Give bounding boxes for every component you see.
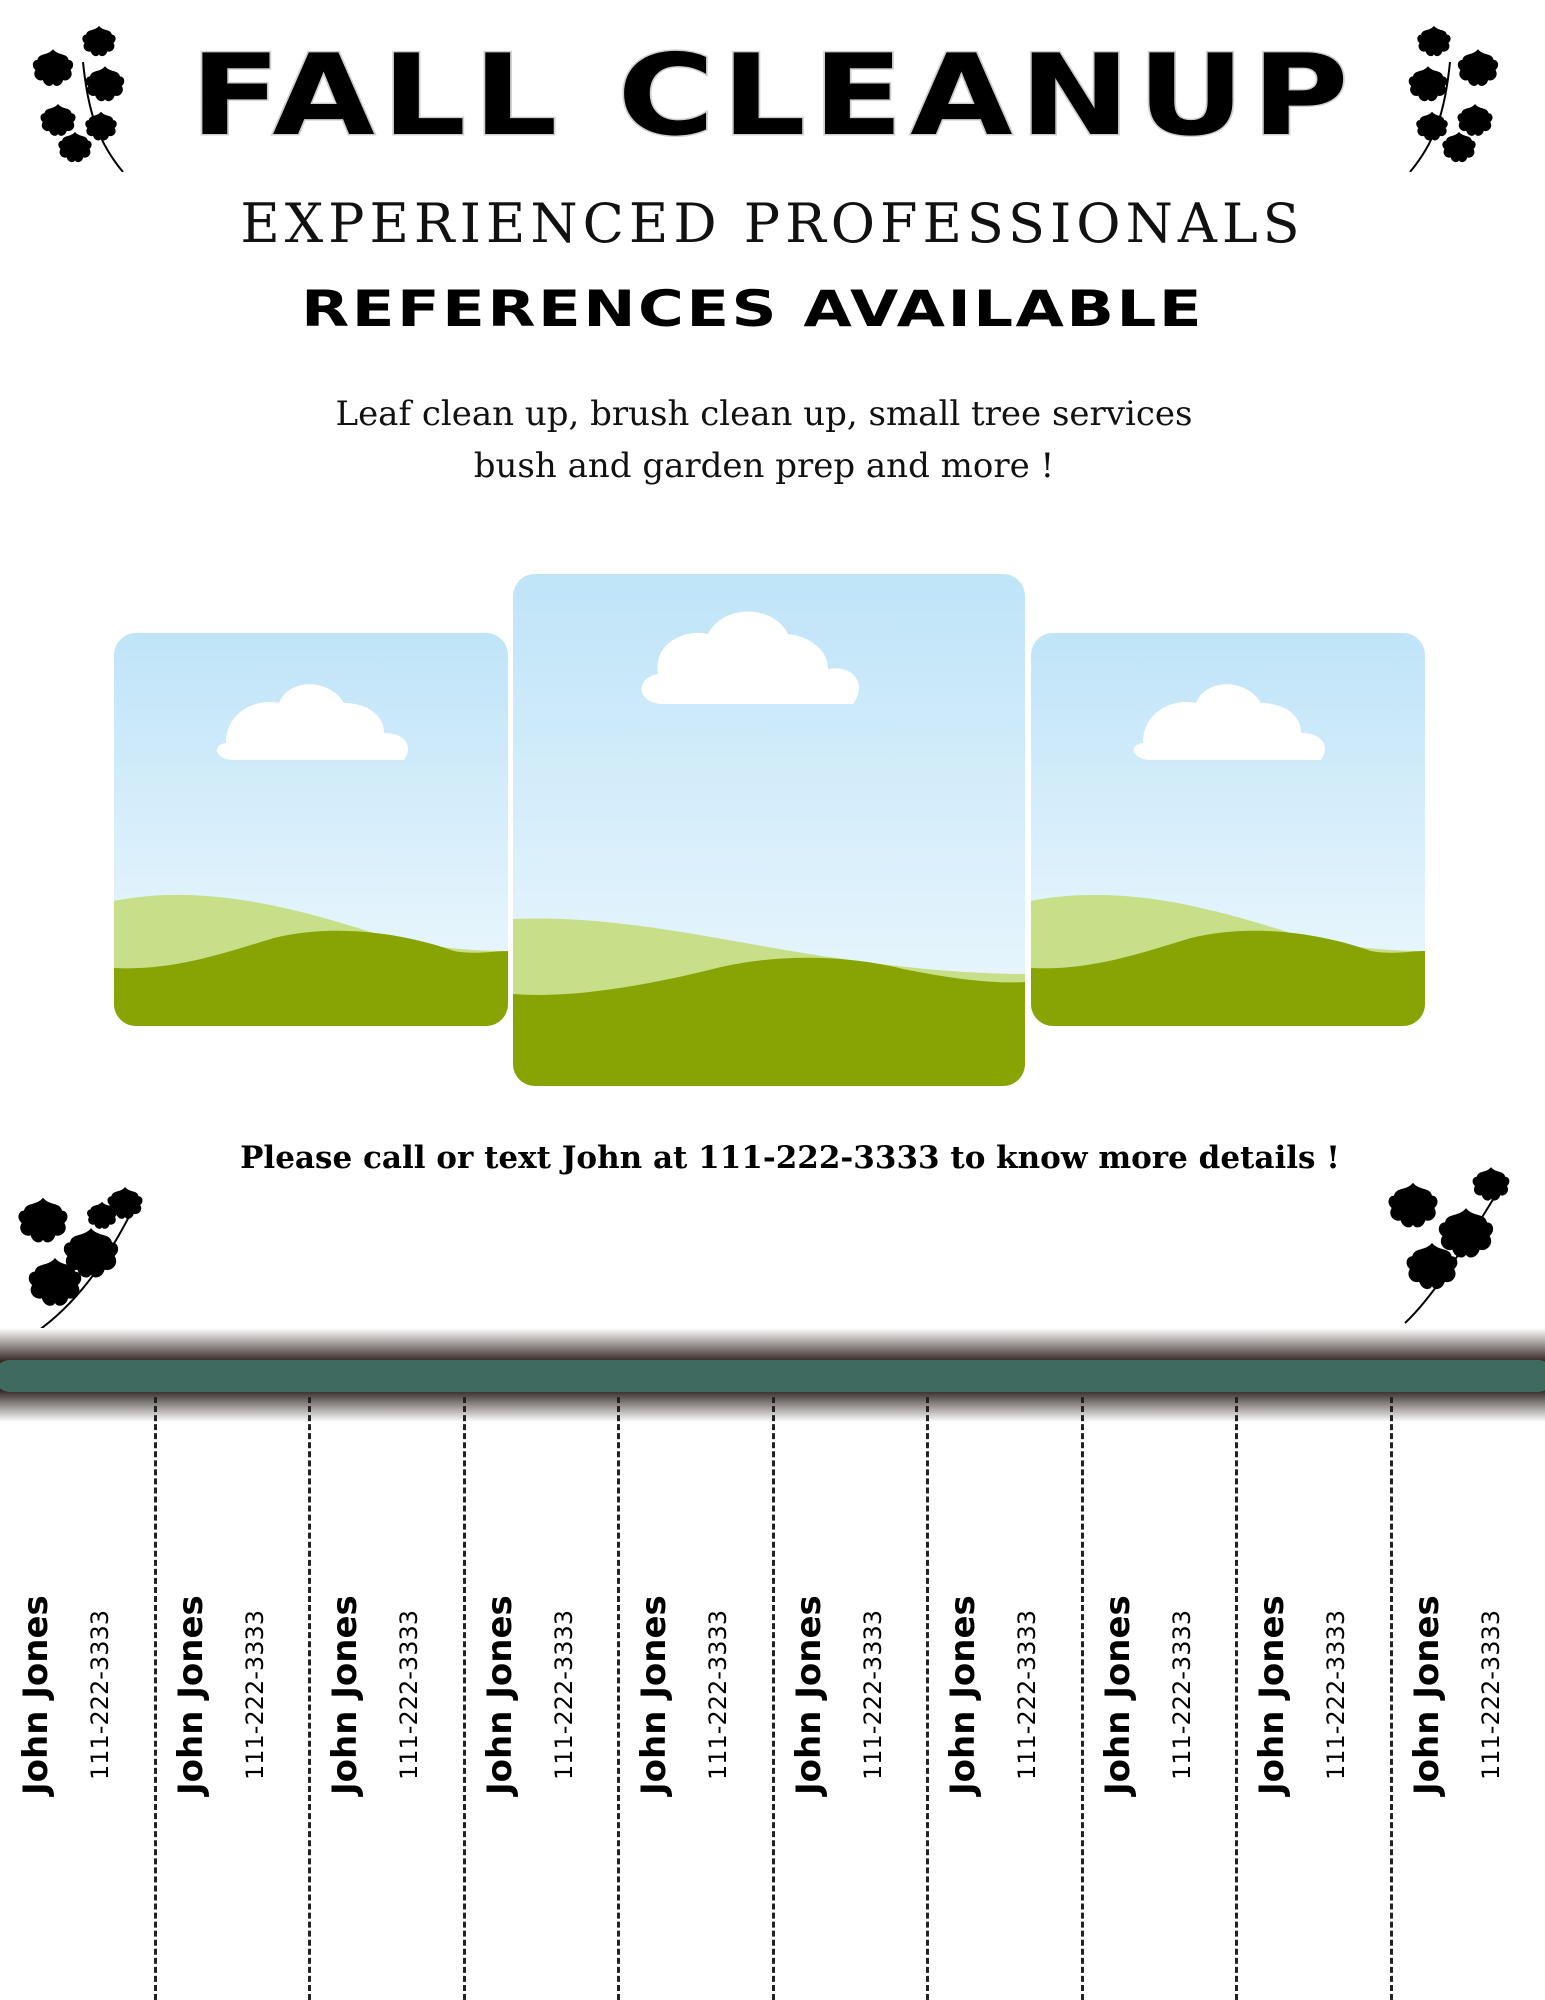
tab-contact-name: John Jones	[943, 1595, 983, 1795]
tab-divider	[154, 1397, 157, 2000]
tab-contact-name: John Jones	[170, 1595, 211, 1795]
tab-contact-phone: 111-222-3333	[704, 1609, 732, 1780]
tab-divider	[926, 1397, 929, 2000]
landscape-placeholder-icon	[114, 633, 508, 1026]
tab-contact-phone: 111-222-3333	[86, 1609, 114, 1780]
page-title: FALL CLEANUP	[190, 31, 1356, 161]
tab-divider	[463, 1397, 466, 2000]
description-line: Leaf clean up, brush clean up, small tree services	[335, 394, 1193, 434]
tab-contact-name: John Jones	[634, 1595, 674, 1795]
subtitle: EXPERIENCED PROFESSIONALS	[240, 192, 1305, 255]
tear-off-tab[interactable]	[618, 1395, 773, 2000]
tab-contact-name: John Jones	[325, 1595, 365, 1795]
ivy-leaf-icon	[15, 1185, 150, 1335]
tab-contact-name: John Jones	[1252, 1595, 1292, 1795]
tab-divider	[308, 1397, 311, 2000]
landscape-placeholder-left	[114, 633, 508, 1026]
tab-contact-phone: 111-222-3333	[1167, 1609, 1196, 1780]
tab-divider	[617, 1397, 620, 2000]
tab-contact-phone: 111-222-3333	[858, 1609, 887, 1780]
description-line: bush and garden prep and more !	[473, 446, 1055, 486]
tab-divider	[1081, 1397, 1084, 2000]
tear-off-tab[interactable]	[464, 1395, 619, 2000]
tab-contact-name: John Jones	[479, 1595, 520, 1795]
tab-divider	[772, 1397, 775, 2000]
ivy-leaf-icon	[1385, 1165, 1520, 1325]
tab-contact-phone: 111-222-3333	[549, 1609, 578, 1780]
tear-off-tab[interactable]	[155, 1395, 310, 2000]
tear-off-tab[interactable]	[927, 1395, 1082, 2000]
landscape-placeholder-center	[513, 574, 1025, 1086]
tab-contact-name: John Jones	[1406, 1595, 1447, 1795]
tear-off-tab[interactable]	[773, 1395, 928, 2000]
tab-contact-phone: 111-222-3333	[1013, 1609, 1041, 1780]
references-heading: REFERENCES AVAILABLE	[301, 280, 1205, 338]
service-description	[0, 388, 1528, 492]
tab-contact-name: John Jones	[788, 1595, 829, 1795]
tab-divider	[1390, 1397, 1393, 2000]
tear-off-tab[interactable]	[1391, 1395, 1545, 2000]
landscape-placeholder-icon	[1031, 633, 1425, 1026]
tab-contact-phone: 111-222-3333	[395, 1609, 423, 1780]
tab-contact-name: John Jones	[16, 1595, 56, 1795]
tear-off-tab[interactable]	[1236, 1395, 1391, 2000]
tear-bar	[0, 1360, 1545, 1392]
tab-contact-name: John Jones	[1097, 1595, 1138, 1795]
landscape-placeholder-right	[1031, 633, 1425, 1026]
landscape-placeholder-icon	[513, 574, 1025, 1086]
tab-contact-phone: 111-222-3333	[1322, 1609, 1350, 1780]
tab-divider	[1235, 1397, 1238, 2000]
contact-callout: Please call or text John at 111-222-3333 to know more details !	[240, 1140, 1340, 1176]
tear-off-tab[interactable]	[1082, 1395, 1237, 2000]
tab-contact-phone: 111-222-3333	[1476, 1609, 1505, 1780]
tear-off-tab[interactable]	[309, 1395, 464, 2000]
tear-off-tab[interactable]	[0, 1395, 155, 2000]
tab-contact-phone: 111-222-3333	[240, 1609, 269, 1780]
